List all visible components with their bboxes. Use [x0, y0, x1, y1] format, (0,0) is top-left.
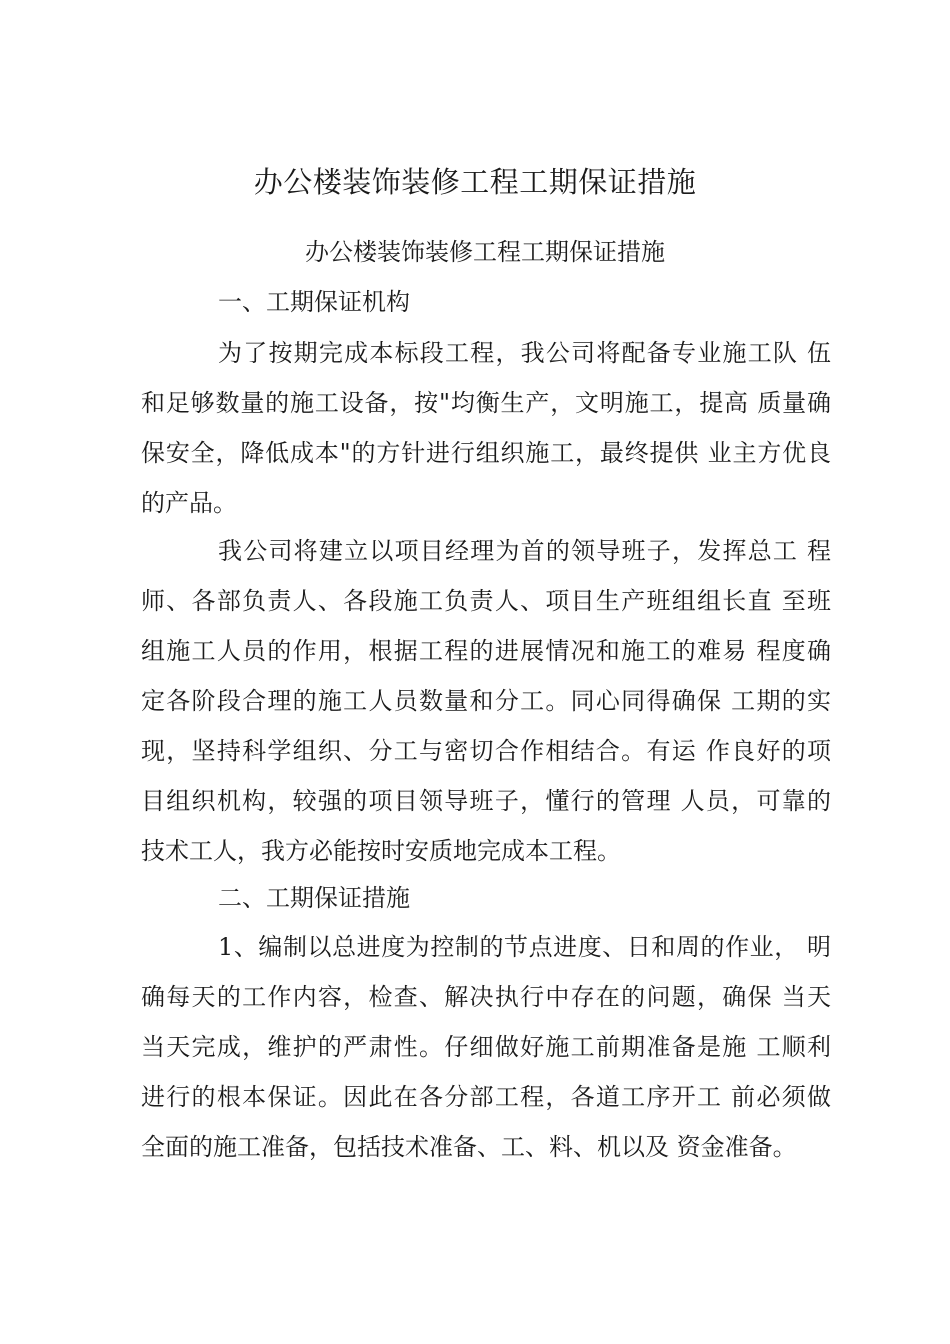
- document-title: 办公楼装饰装修工程工期保证措施: [253, 165, 697, 199]
- paragraph-3: [141, 922, 831, 1172]
- paragraph-line: 定各阶段合理的施工人员数量和分工。同心同得确保 工期的实: [141, 687, 831, 715]
- paragraph-line: 的产品。: [141, 489, 237, 517]
- paragraph-line: 我公司将建立以项目经理为首的领导班子，发挥总工 程: [218, 537, 831, 565]
- document-subtitle: 办公楼装饰装修工程工期保证措施: [305, 238, 665, 266]
- paragraph-line: 目组织机构，较强的项目领导班子，懂行的管理 人员，可靠的: [141, 787, 831, 815]
- paragraph-line: 1、编制以总进度为控制的节点进度、日和周的作业， 明: [218, 933, 831, 961]
- paragraph-1: [141, 328, 831, 528]
- paragraph-line: 确每天的工作内容，检查、解决执行中存在的问题，确保 当天: [141, 983, 831, 1011]
- paragraph-line: 师、各部负责人、各段施工负责人、项目生产班组组长直 至班: [141, 587, 831, 615]
- paragraph-line: 组施工人员的作用，根据工程的进展情况和施工的难易 程度确: [141, 637, 831, 665]
- paragraph-line: 当天完成，维护的严肃性。仔细做好施工前期准备是施 工顺利: [141, 1033, 831, 1061]
- paragraph-2: [141, 526, 831, 876]
- paragraph-line: 现，坚持科学组织、分工与密切合作相结合。有运 作良好的项: [141, 737, 831, 765]
- paragraph-line: 进行的根本保证。因此在各分部工程，各道工序开工 前必须做: [141, 1083, 831, 1111]
- paragraph-line: 为了按期完成本标段工程，我公司将配备专业施工队 伍: [218, 339, 831, 367]
- paragraph-line: 全面的施工准备，包括技术准备、工、料、机以及 资金准备。: [141, 1133, 797, 1161]
- paragraph-line: 和足够数量的施工设备，按"均衡生产，文明施工，提高 质量确: [141, 389, 831, 417]
- section-heading-2: 二、工期保证措施: [218, 884, 410, 912]
- paragraph-line: 技术工人，我方必能按时安质地完成本工程。: [141, 837, 621, 865]
- section-heading-1: 一、工期保证机构: [218, 288, 410, 316]
- paragraph-line: 保安全，降低成本"的方针进行组织施工，最终提供 业主方优良: [141, 439, 831, 467]
